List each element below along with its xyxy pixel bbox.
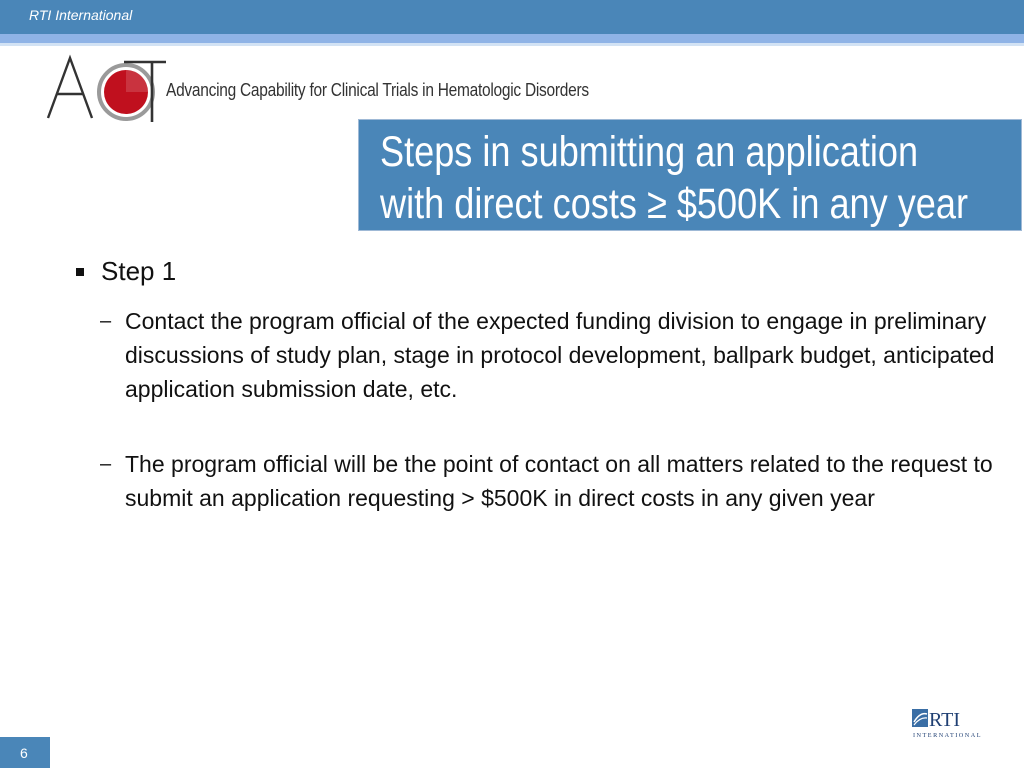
subbullet-text: Contact the program official of the expected funding division to engage in preliminary discussions of study plan, stage in protocol development, ballpark budget, anticipated application submission date, etc. — [125, 308, 995, 402]
square-bullet-icon — [76, 268, 84, 276]
rti-logo — [910, 706, 990, 740]
top-stripe-light — [0, 43, 1024, 46]
subbullet-1 — [100, 304, 995, 406]
rti-logo-subtext: INTERNATIONAL — [913, 732, 982, 739]
subbullet-2 — [100, 447, 995, 515]
slide-title-line2: with direct costs ≥ $500K in any year — [380, 180, 968, 228]
dash-bullet-icon: – — [100, 310, 112, 332]
dash-bullet-icon: – — [100, 453, 112, 475]
org-name: RTI International — [29, 7, 133, 23]
slide-title-box — [358, 119, 1022, 231]
top-stripe — [0, 34, 1024, 43]
slide-title-line1: Steps in submitting an application — [380, 128, 919, 176]
act-logo — [40, 50, 170, 126]
page-number: 6 — [20, 745, 28, 761]
bullet-label: Step 1 — [101, 256, 177, 286]
logo-tagline: Advancing Capability for Clinical Trials in Hematologic Disorders — [166, 80, 589, 100]
subbullet-text: The program official will be the point of contact on all matters related to the request to submit an application requesting > $500K in direct costs in any given year — [125, 451, 993, 511]
rti-logo-text: RTI — [929, 709, 961, 731]
slide-title — [380, 126, 1002, 230]
page-number-box — [0, 737, 50, 768]
top-bar — [0, 0, 1024, 34]
